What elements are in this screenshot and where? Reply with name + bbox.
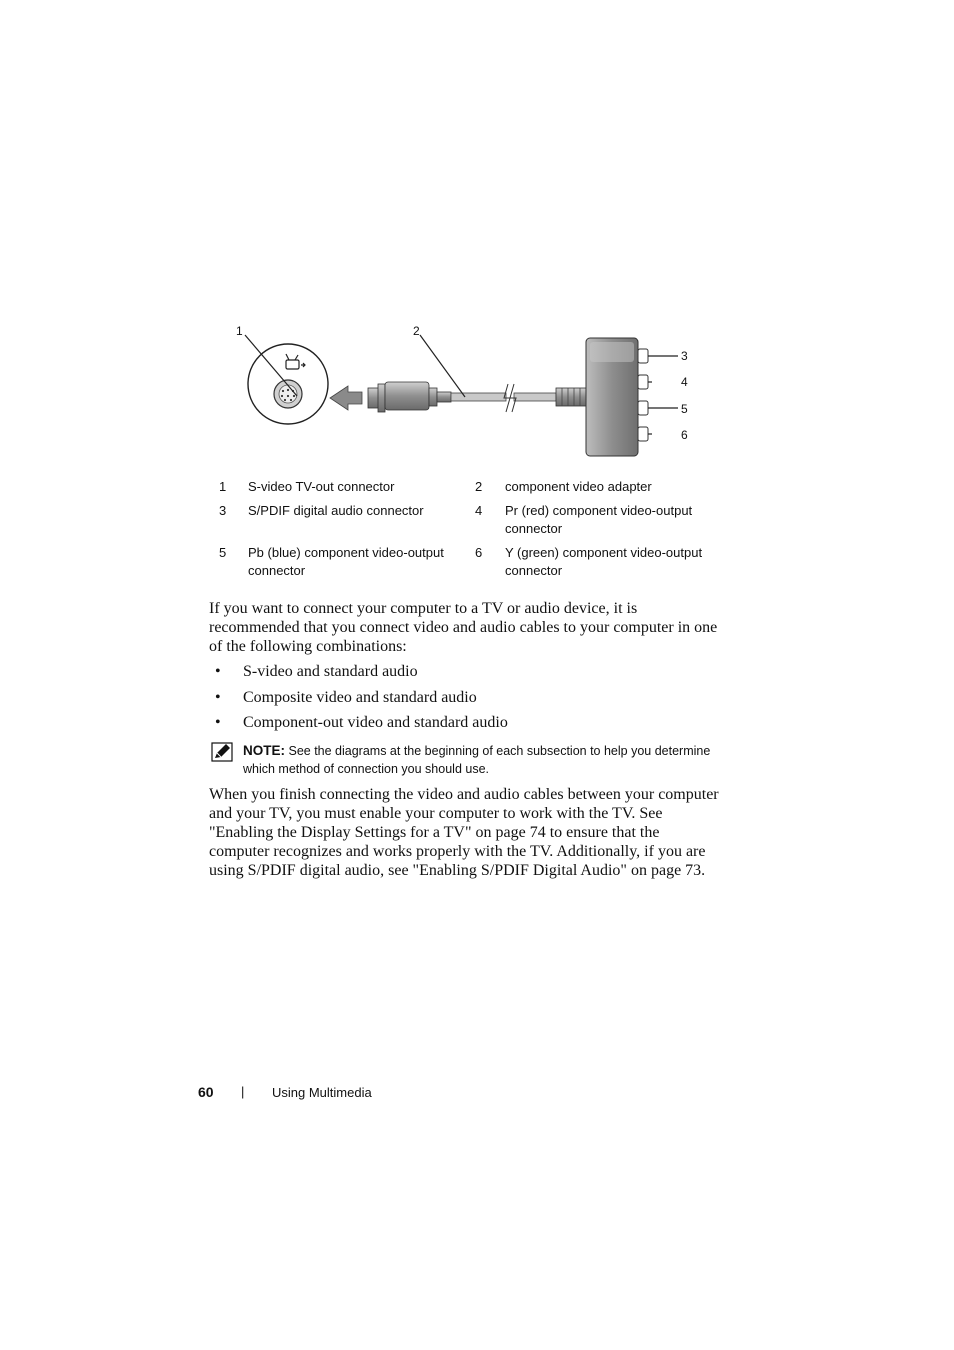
page-number: 60 — [198, 1084, 214, 1100]
intro-paragraph: If you want to connect your computer to a TV or audio device, it is recommended that you connect video and audio cables to your computer in one of the following combinations: — [209, 600, 718, 655]
adapter-connectors — [638, 349, 648, 441]
note-label: NOTE: — [243, 743, 285, 758]
callout-5: 5 — [681, 402, 688, 416]
note-text: See the diagrams at the beginning of each subsection to help you determine which method of connection you should use. — [243, 744, 711, 776]
legend-number: 1 — [219, 479, 227, 494]
legend-number: 5 — [219, 545, 227, 560]
bullet-icon: • — [215, 663, 221, 680]
list-item-text: Component-out video and standard audio — [243, 714, 508, 731]
list-item-text: Composite video and standard audio — [243, 689, 477, 706]
legend-text: Pr (red) component video-output connector — [505, 503, 693, 536]
note-text-block — [243, 742, 733, 778]
footer-separator: | — [241, 1084, 245, 1099]
callout-2: 2 — [413, 324, 420, 338]
page-footer — [198, 1084, 498, 1104]
legend-text: Y (green) component video-output connector — [505, 545, 703, 578]
legend-number: 6 — [475, 545, 483, 560]
legend-text: S/PDIF digital audio connector — [248, 503, 424, 518]
legend-text: Pb (blue) component video-output connector — [248, 545, 444, 578]
bullet-icon: • — [215, 714, 221, 731]
closing-paragraph: When you finish connecting the video and audio cables between your computer and your TV, you must enable your computer to work with the TV. See "Enabling the Display Settings for a TV" on page 74 to ensure that the computer recognizes and works properly with the TV. Additionally, if you are using S/PDIF digital audio, see "Enabling S/PDIF Digital Audio" on page 73. — [209, 786, 719, 879]
callout-6: 6 — [681, 428, 688, 442]
adapter-strain-relief — [556, 388, 586, 406]
callout-4: 4 — [681, 375, 688, 389]
callout-3: 3 — [681, 349, 688, 363]
connection-diagram — [200, 318, 720, 468]
component-video-adapter — [586, 338, 638, 456]
note-pencil-icon — [211, 742, 233, 762]
callout-1: 1 — [236, 324, 243, 338]
legend-number: 4 — [475, 503, 483, 518]
list-item-text: S-video and standard audio — [243, 663, 418, 680]
legend-text: component video adapter — [505, 479, 652, 494]
cable — [451, 384, 556, 412]
legend-text: S-video TV-out connector — [248, 479, 395, 494]
legend-number: 3 — [219, 503, 227, 518]
s-video-plug — [368, 382, 451, 412]
s-video-port — [248, 344, 328, 424]
footer-section-title: Using Multimedia — [272, 1085, 372, 1100]
insert-arrow-icon — [330, 386, 362, 410]
legend-number: 2 — [475, 479, 483, 494]
bullet-icon: • — [215, 689, 221, 706]
